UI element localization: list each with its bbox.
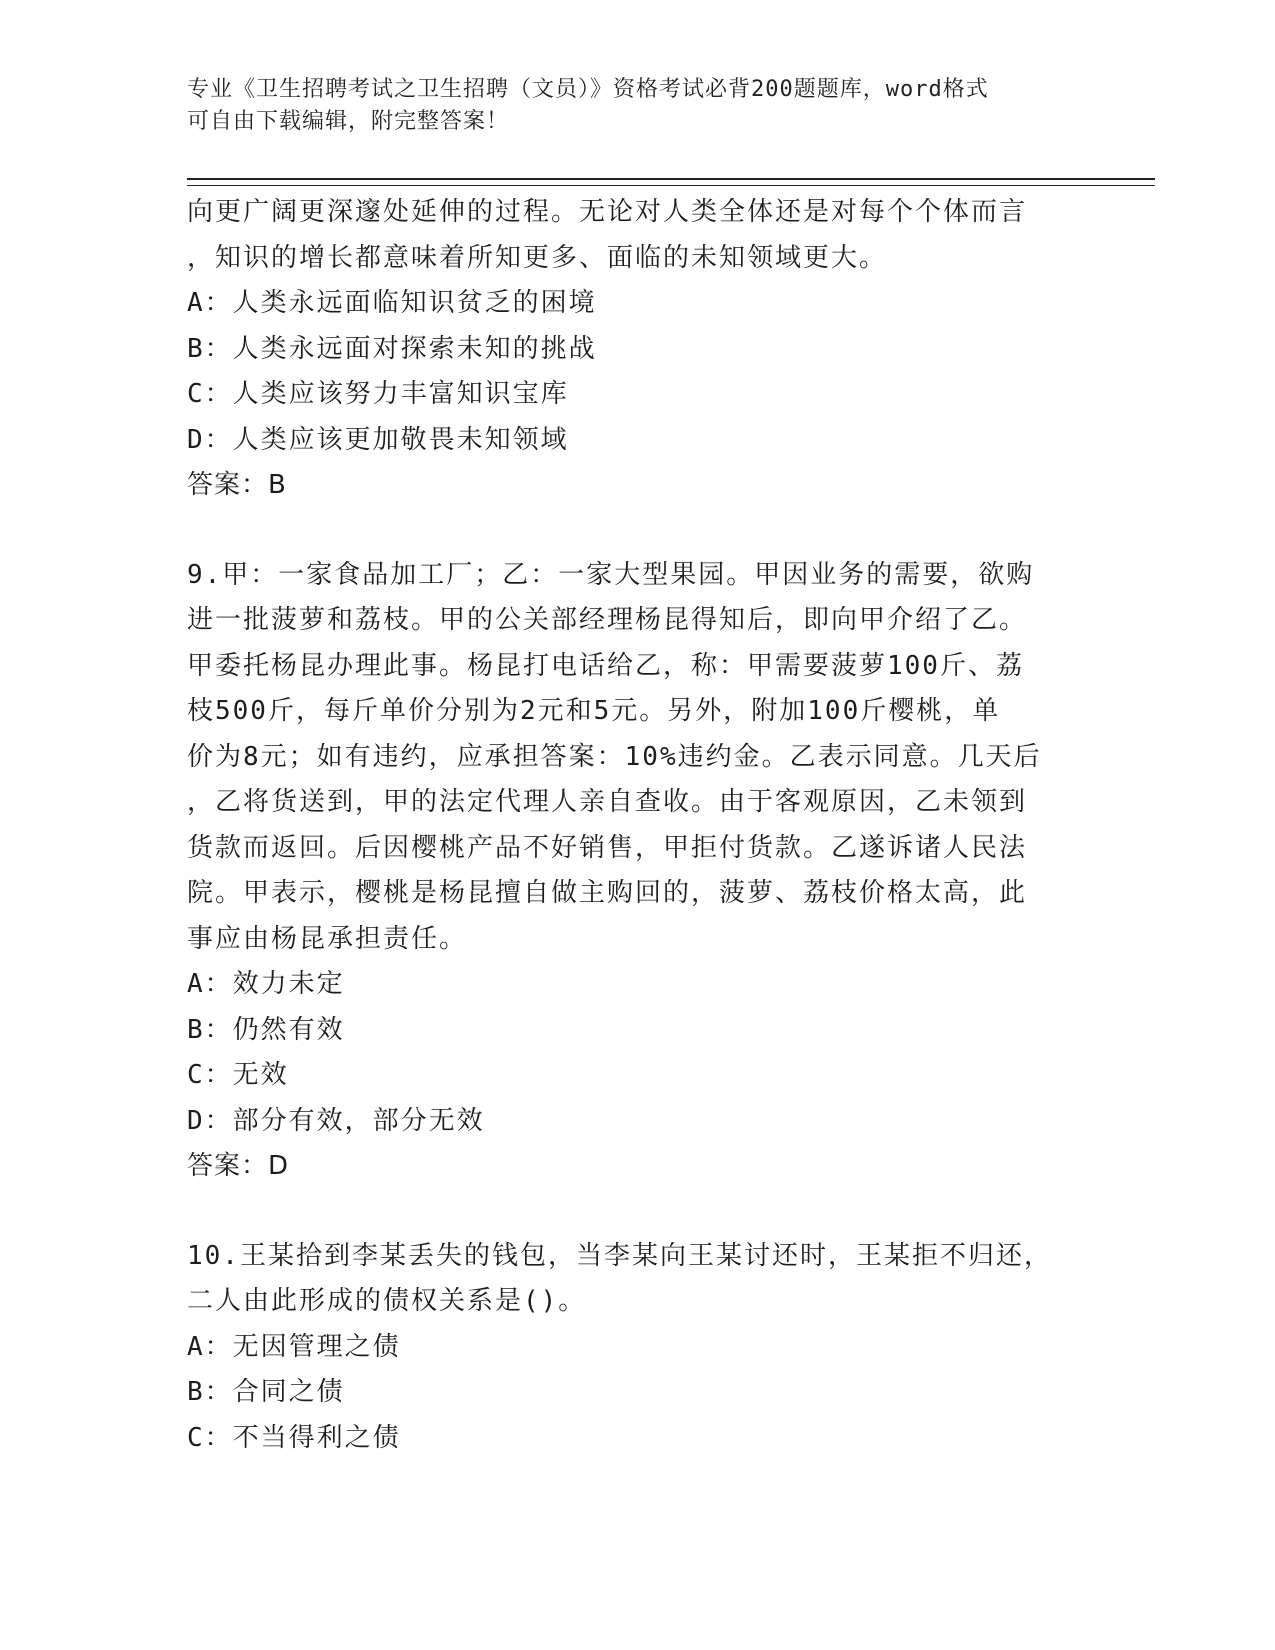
question-9 (187, 553, 1087, 1190)
answer: 答案：D (187, 1151, 290, 1181)
option-b: B：人类永远面对探索未知的挑战 (187, 333, 597, 364)
stem-line: 院。甲表示，樱桃是杨昆擅自做主购回的，菠萝、荔枝价格太高，此 (187, 878, 1028, 908)
option-d: D：部分有效，部分无效 (187, 1105, 485, 1136)
answer: 答案：B (187, 470, 287, 500)
option-c: C：人类应该努力丰富知识宝库 (187, 379, 569, 409)
stem-line: 9.甲：一家食品加工厂；乙：一家大型果园。甲因业务的需要，欲购 (187, 559, 1035, 590)
stem-line: 进一批菠萝和荔枝。甲的公关部经理杨昆得知后，即向甲介绍了乙。 (187, 605, 1028, 635)
stem-line: ，知识的增长都意味着所知更多、面临的未知领域更大。 (187, 242, 888, 273)
question-stem (187, 553, 1087, 963)
question-stem (187, 1234, 1087, 1325)
document-body (187, 190, 1087, 1461)
stem-line: 10.王某拾到李某丢失的钱包，当李某向王某讨还时，王某拒不归还， (187, 1240, 1052, 1271)
question-8 (187, 190, 1087, 509)
stem-line: 事应由杨昆承担责任。 (187, 923, 468, 954)
question-10 (187, 1234, 1087, 1462)
option-c: C：无效 (187, 1060, 289, 1090)
option-a: A：无因管理之债 (187, 1331, 401, 1362)
stem-line: 甲委托杨昆办理此事。杨昆打电话给乙，称：甲需要菠萝100斤、荔 (187, 650, 1024, 681)
option-a: A：效力未定 (187, 969, 345, 999)
header-title-line-1: 专业《卫生招聘考试之卫生招聘（文员）》资格考试必背200题题库，word格式 (187, 77, 989, 102)
stem-line: 价为8元；如有违约，应承担答案：10%违约金。乙表示同意。几天后 (187, 741, 1042, 772)
option-b: B：仍然有效 (187, 1014, 345, 1045)
stem-line: 枝500斤，每斤单价分别为2元和5元。另外，附加100斤樱桃，单 (187, 696, 1001, 726)
stem-line: ，乙将货送到，甲的法定代理人亲自查收。由于客观原因，乙未领到 (187, 787, 1028, 817)
stem-line: 二人由此形成的债权关系是()。 (187, 1286, 587, 1316)
option-c: C：不当得利之债 (187, 1422, 401, 1453)
spacer (187, 509, 1087, 553)
option-b: B：合同之债 (187, 1377, 345, 1407)
spacer (187, 1190, 1087, 1234)
stem-line: 货款而返回。后因樱桃产品不好销售，甲拒付货款。乙遂诉诸人民法 (187, 832, 1028, 863)
question-stem (187, 190, 1087, 281)
page-header (187, 74, 1067, 138)
option-a: A：人类永远面临知识贫乏的困境 (187, 288, 597, 318)
stem-line: 向更广阔更深邃处延伸的过程。无论对人类全体还是对每个个体而言 (187, 197, 1028, 227)
header-divider (187, 178, 1155, 186)
header-title-line-2: 可自由下载编辑，附完整答案！ (187, 109, 510, 134)
option-d: D：人类应该更加敬畏未知领域 (187, 424, 569, 455)
